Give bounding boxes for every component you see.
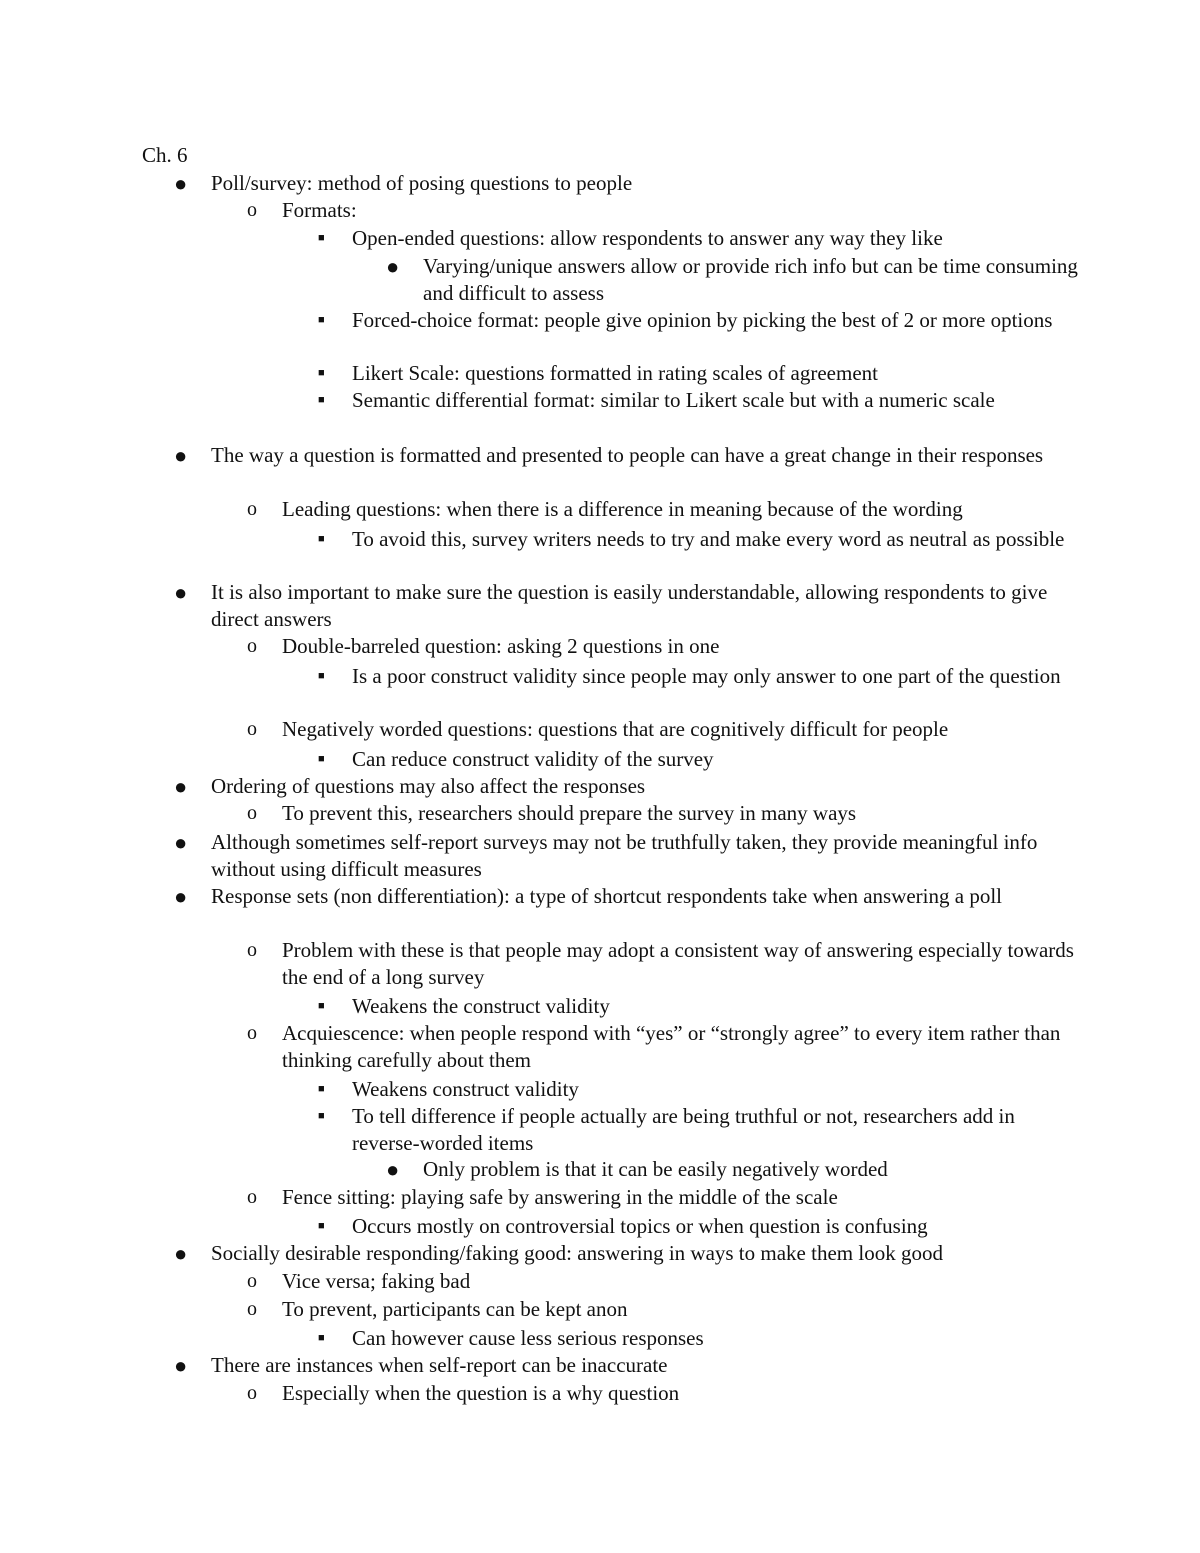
list-item: [318, 1213, 1072, 1240]
circle-bullet-icon: o: [247, 1298, 257, 1320]
circle-bullet-icon: o: [247, 802, 257, 824]
list-item: [386, 253, 1083, 307]
square-bullet-icon: ■: [318, 753, 325, 765]
list-item: [318, 225, 1072, 252]
list-item: [247, 1184, 1082, 1211]
bullet-icon: ●: [174, 443, 188, 468]
list-item: [174, 829, 1081, 883]
circle-bullet-icon: o: [247, 498, 257, 520]
list-item-text: To prevent this, researchers should prepare the survey in many ways: [282, 801, 857, 825]
list-item-text: Varying/unique answers allow or provide rich info but can be time consuming and difficult to assess: [423, 254, 1078, 305]
list-item-text: Semantic differential format: similar to Likert scale but with a numeric scale: [352, 388, 995, 412]
list-item: [247, 937, 1082, 991]
square-bullet-icon: ■: [318, 1220, 325, 1232]
bullet-icon: ●: [174, 171, 188, 196]
list-item-text: Can however cause less serious responses: [352, 1326, 704, 1350]
list-item: [318, 746, 1072, 773]
list-item-text: Negatively worded questions: questions that are cognitively difficult for people: [282, 717, 949, 741]
list-item-text: There are instances when self-report can be inaccurate: [211, 1353, 668, 1377]
list-item: [247, 197, 1082, 224]
circle-bullet-icon: o: [247, 635, 257, 657]
list-item: [174, 579, 1081, 633]
list-item: [247, 633, 1082, 660]
list-item-text: Ordering of questions may also affect the responses: [211, 774, 646, 798]
list-item-text: It is also important to make sure the question is easily understandable, allowing respondents to give direct answers: [211, 580, 1048, 631]
list-item-text: Although sometimes self-report surveys may not be truthfully taken, they provide meaningful info without using difficult measures: [211, 830, 1038, 881]
list-item: [247, 1268, 1082, 1295]
list-item-text: Double-barreled question: asking 2 questions in one: [282, 634, 720, 658]
list-item-text: Poll/survey: method of posing questions to people: [211, 171, 633, 195]
chapter-heading: Ch. 6: [142, 143, 188, 167]
list-item-text: Especially when the question is a why question: [282, 1381, 680, 1405]
square-bullet-icon: ■: [318, 367, 325, 379]
list-item-text: Problem with these is that people may adopt a consistent way of answering especially towards the end of a long survey: [282, 938, 1074, 989]
circle-bullet-icon: o: [247, 1186, 257, 1208]
square-bullet-icon: ■: [318, 1110, 325, 1122]
square-bullet-icon: ■: [318, 670, 325, 682]
square-bullet-icon: ■: [318, 533, 325, 545]
list-item-text: Is a poor construct validity since people may only answer to one part of the question: [352, 664, 1061, 688]
list-item: [318, 1325, 1072, 1352]
circle-bullet-icon: o: [247, 939, 257, 961]
list-item-text: To avoid this, survey writers needs to try and make every word as neutral as possible: [352, 527, 1065, 551]
circle-bullet-icon: o: [247, 718, 257, 740]
list-item-text: Occurs mostly on controversial topics or when question is confusing: [352, 1214, 928, 1238]
bullet-icon: ●: [174, 830, 188, 855]
bullet-icon: ●: [174, 1353, 188, 1378]
square-bullet-icon: ■: [318, 1083, 325, 1095]
list-item-text: Forced-choice format: people give opinion by picking the best of 2 or more options: [352, 308, 1053, 332]
list-item-text: Only problem is that it can be easily negatively worded: [423, 1157, 888, 1181]
list-item-text: Open-ended questions: allow respondents to answer any way they like: [352, 226, 943, 250]
list-item: [247, 496, 1082, 523]
list-item-text: Response sets (non differentiation): a type of shortcut respondents take when answering a poll: [211, 884, 1002, 908]
square-bullet-icon: ■: [318, 232, 325, 244]
bullet-icon: ●: [386, 254, 400, 279]
circle-bullet-icon: o: [247, 1022, 257, 1044]
list-item-text: Weakens the construct validity: [352, 994, 610, 1018]
list-item-text: Acquiescence: when people respond with “yes” or “strongly agree” to every item rather than thinking carefully about them: [282, 1021, 1061, 1072]
square-bullet-icon: ■: [318, 314, 325, 326]
list-item: [247, 1296, 1082, 1323]
list-item: [247, 800, 1082, 827]
list-item-text: Likert Scale: questions formatted in rating scales of agreement: [352, 361, 878, 385]
list-item-text: Weakens construct validity: [352, 1077, 579, 1101]
list-item: [247, 1380, 1082, 1407]
circle-bullet-icon: o: [247, 199, 257, 221]
list-item-text: Vice versa; faking bad: [282, 1269, 471, 1293]
list-item: [247, 1020, 1082, 1074]
list-item-text: Fence sitting: playing safe by answering in the middle of the scale: [282, 1185, 838, 1209]
square-bullet-icon: ■: [318, 394, 325, 406]
list-item-text: Socially desirable responding/faking good: answering in ways to make them look good: [211, 1241, 943, 1265]
circle-bullet-icon: o: [247, 1270, 257, 1292]
bullet-icon: ●: [174, 1241, 188, 1266]
list-item: [318, 663, 1072, 690]
list-item: [386, 1156, 1083, 1183]
list-item: [247, 716, 1082, 743]
list-item: [318, 387, 1072, 414]
square-bullet-icon: ■: [318, 1332, 325, 1344]
square-bullet-icon: ■: [318, 1000, 325, 1012]
bullet-icon: ●: [386, 1157, 400, 1182]
list-item-text: To tell difference if people actually are being truthful or not, researchers add in reverse-worded items: [352, 1104, 1015, 1155]
bullet-icon: ●: [174, 884, 188, 909]
list-item-text: Leading questions: when there is a difference in meaning because of the wording: [282, 497, 963, 521]
list-item: [318, 307, 1072, 334]
list-item: [174, 442, 1081, 469]
list-item: [318, 360, 1072, 387]
list-item-text: The way a question is formatted and presented to people can have a great change in their responses: [211, 443, 1044, 467]
list-item-text: Formats:: [282, 198, 357, 222]
list-item: [174, 170, 1081, 197]
list-item: [318, 1076, 1072, 1103]
bullet-icon: ●: [174, 774, 188, 799]
list-item: [174, 1240, 1081, 1267]
list-item-text: To prevent, participants can be kept anon: [282, 1297, 628, 1321]
list-item: [318, 1103, 1072, 1157]
bullet-icon: ●: [174, 580, 188, 605]
list-item: [318, 526, 1072, 553]
list-item: [318, 993, 1072, 1020]
list-item: [174, 883, 1081, 910]
list-item-text: Can reduce construct validity of the survey: [352, 747, 714, 771]
list-item: [174, 773, 1081, 800]
list-item: [174, 1352, 1081, 1379]
circle-bullet-icon: o: [247, 1382, 257, 1404]
